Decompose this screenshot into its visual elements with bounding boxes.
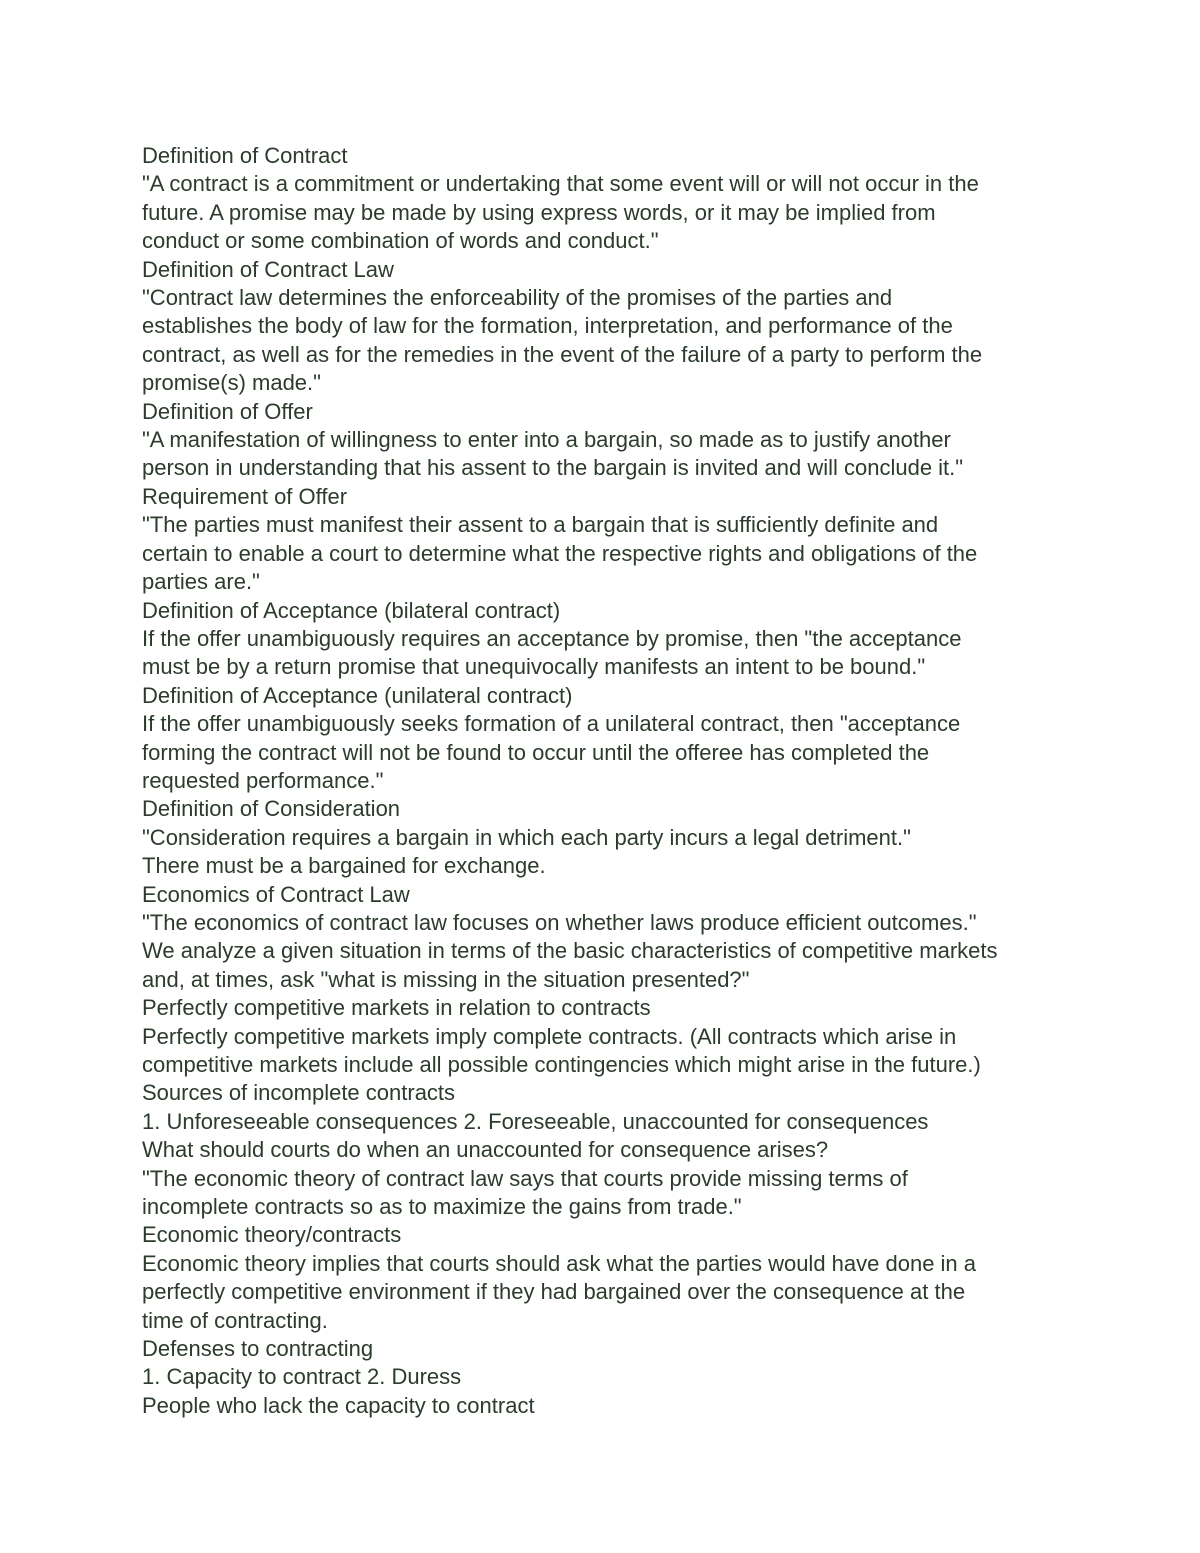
text-line: If the offer unambiguously requires an acceptance by promise, then "the acceptance [142,625,962,651]
heading-perfectly-competitive-markets: Perfectly competitive markets in relation to contracts [142,995,651,1021]
heading-definition-of-offer: Definition of Offer [142,398,313,424]
text-line: There must be a bargained for exchange. [142,853,546,879]
heading-defenses-to-contracting: Defenses to contracting [142,1336,374,1362]
text-line: contract, as well as for the remedies in the event of the failure of a party to perform the [142,341,983,367]
text-line: time of contracting. [142,1307,328,1333]
text-line: person in understanding that his assent to the bargain is invited and will conclude it." [142,455,964,481]
text-line: Economic theory implies that courts should ask what the parties would have done in a [142,1250,977,1276]
text-line: future. A promise may be made by using express words, or it may be implied from [142,199,936,225]
text-line: 1. Unforeseeable consequences 2. Foreseeable, unaccounted for consequences [142,1108,929,1134]
heading-economics-of-contract-law: Economics of Contract Law [142,881,410,907]
text-line: "The parties must manifest their assent to a bargain that is sufficiently definite and [142,512,939,538]
text-line: What should courts do when an unaccounted for consequence arises? [142,1137,829,1163]
text-line: incomplete contracts so as to maximize the gains from trade." [142,1194,742,1220]
heading-sources-of-incomplete-contracts: Sources of incomplete contracts [142,1080,456,1106]
text-line: People who lack the capacity to contract [142,1392,535,1418]
text-line: "Contract law determines the enforceability of the promises of the parties and [142,285,893,311]
text-line: parties are." [142,569,260,595]
text-line: We analyze a given situation in terms of the basic characteristics of competitive markets [142,938,998,964]
text-line: "A contract is a commitment or undertaking that some event will or will not occur in the [142,171,979,197]
text-line: and, at times, ask "what is missing in the situation presented?" [142,966,750,992]
text-line: competitive markets include all possible contingencies which might arise in the future.) [142,1052,981,1077]
heading-acceptance-unilateral: Definition of Acceptance (unilateral contract) [142,682,573,708]
document-body [142,142,1062,1420]
text-line: "A manifestation of willingness to enter into a bargain, so made as to justify another [142,427,951,453]
text-line: conduct or some combination of words and conduct." [142,228,659,254]
text-line: "The economic theory of contract law says that courts provide missing terms of [142,1165,908,1191]
text-line: "Consideration requires a bargain in which each party incurs a legal detriment." [142,824,911,850]
text-line: must be by a return promise that unequivocally manifests an intent to be bound." [142,654,926,680]
text-line: If the offer unambiguously seeks formation of a unilateral contract, then "acceptance [142,711,961,737]
text-line: perfectly competitive environment if they had bargained over the consequence at the [142,1279,966,1305]
text-line: forming the contract will not be found to occur until the offeree has completed the [142,739,930,765]
heading-definition-of-contract: Definition of Contract [142,143,348,168]
text-line: Perfectly competitive markets imply complete contracts. (All contracts which arise in [142,1023,957,1049]
heading-requirement-of-offer: Requirement of Offer [142,483,348,509]
text-line: certain to enable a court to determine what the respective rights and obligations of the [142,540,978,566]
text-line: 1. Capacity to contract 2. Duress [142,1364,462,1390]
text-line: promise(s) made." [142,370,321,396]
heading-definition-of-consideration: Definition of Consideration [142,796,401,822]
text-line: "The economics of contract law focuses on whether laws produce efficient outcomes." [142,909,977,935]
text-line: establishes the body of law for the formation, interpretation, and performance of the [142,313,953,339]
heading-acceptance-bilateral: Definition of Acceptance (bilateral contract) [142,597,561,623]
heading-definition-of-contract-law: Definition of Contract Law [142,256,394,282]
heading-economic-theory-contracts: Economic theory/contracts [142,1222,402,1248]
text-line: requested performance." [142,767,384,793]
